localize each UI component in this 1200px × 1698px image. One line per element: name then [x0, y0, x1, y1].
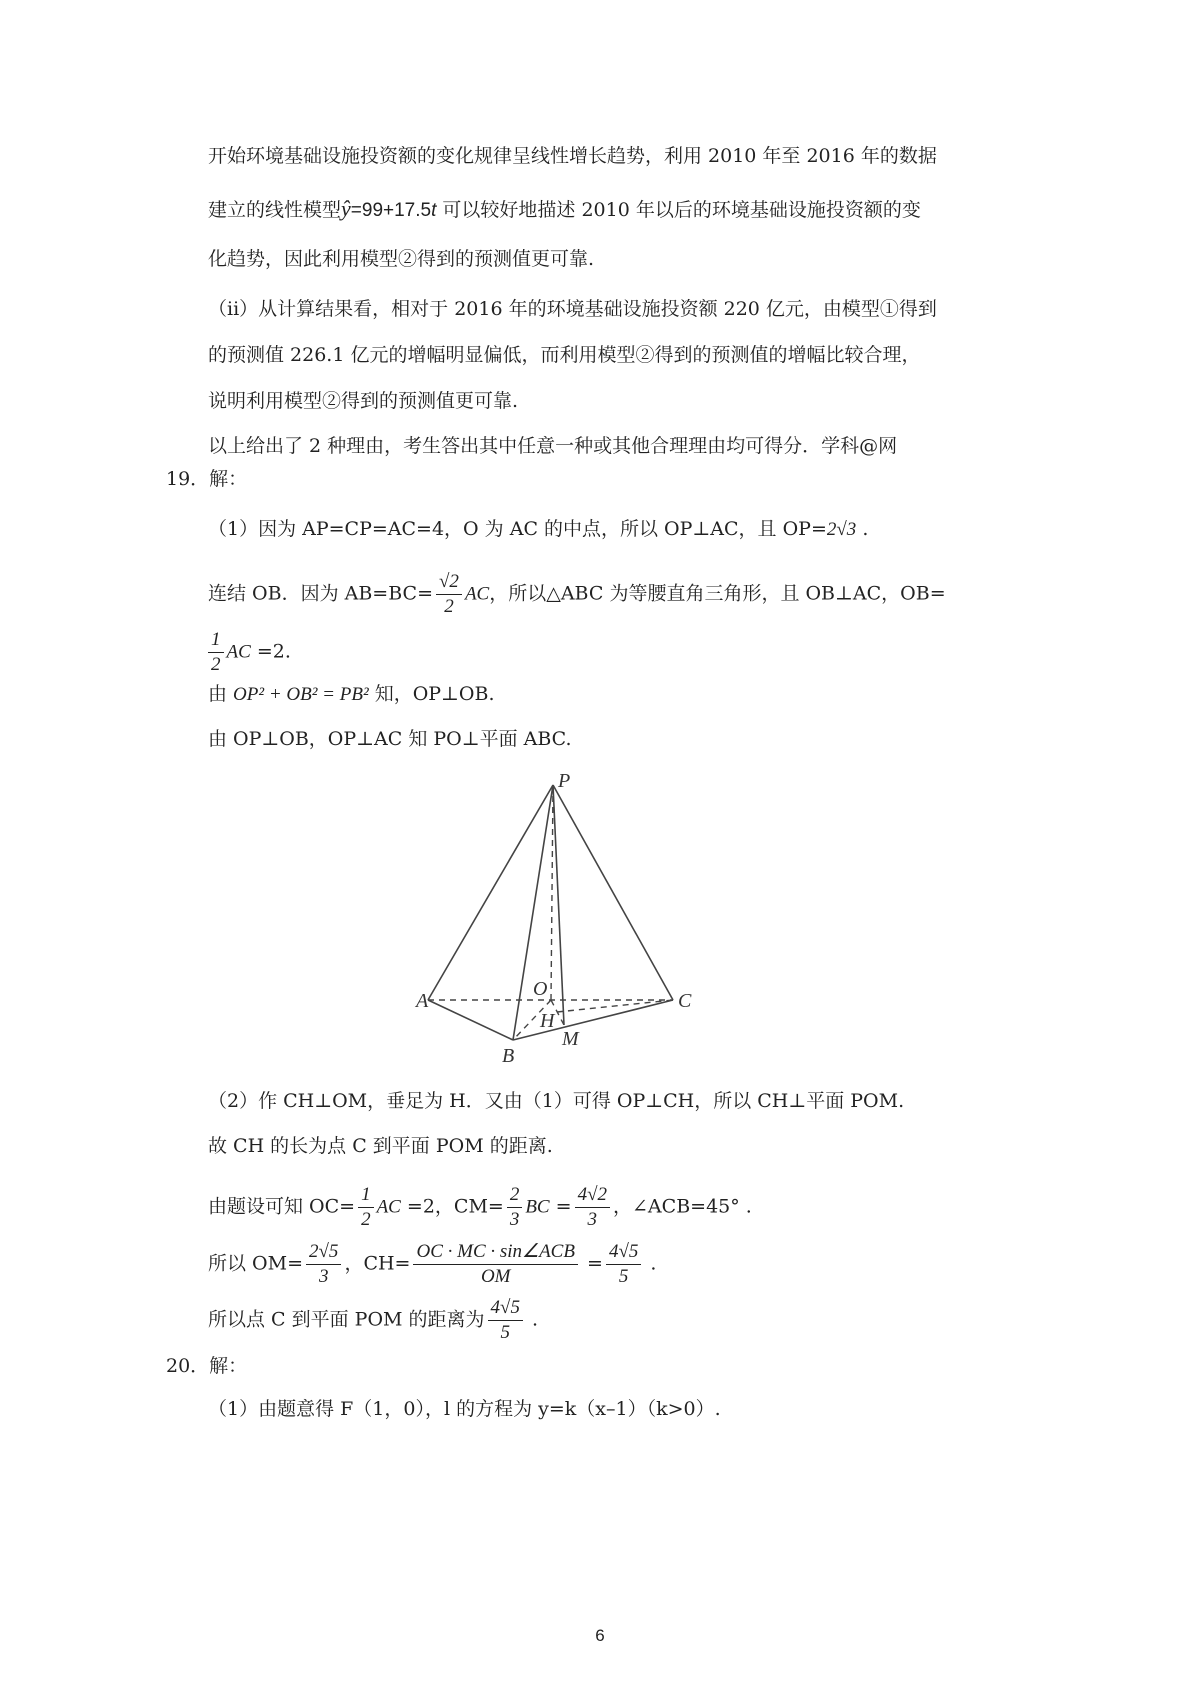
numerator: 2√5 — [306, 1240, 341, 1265]
q19-step-1-math: 2√3 — [826, 519, 857, 540]
pyramid-figure — [416, 770, 708, 1075]
edge-AB — [428, 1000, 513, 1040]
para-line-2a: 建立的线性模型 — [208, 199, 342, 221]
denominator: 3 — [509, 1209, 520, 1230]
fraction — [358, 1183, 374, 1232]
label-P: P — [558, 770, 571, 792]
q19-step-4 — [208, 680, 495, 709]
q19-step-4-pre: 由 — [208, 683, 234, 705]
fraction — [606, 1240, 641, 1289]
q19-step-8-text: 由题设可知 OC= — [208, 1195, 356, 1218]
edge-PA — [428, 785, 553, 1000]
q19-step-1-text: （1）因为 AP=CP=AC=4，O 为 AC 的中点，所以 OP⊥AC，且 OP= — [208, 518, 827, 540]
para-line-5: 的预测值 226.1 亿元的增幅明显偏低，而利用模型②得到的预测值的增幅比较合理， — [208, 344, 921, 366]
label-H: H — [540, 1010, 555, 1032]
denominator: 3 — [318, 1266, 329, 1287]
numerator: OC · MC · sin∠ACB — [413, 1240, 578, 1265]
numerator: 4√5 — [488, 1296, 523, 1321]
numerator: 1 — [208, 628, 224, 653]
fraction — [488, 1296, 523, 1345]
numerator: √2 — [436, 570, 462, 595]
q19-step-3-rest: =2. — [250, 640, 291, 663]
edge-PB — [513, 785, 553, 1040]
q19-step-3 — [208, 628, 291, 677]
math-var: AC — [376, 1196, 401, 1218]
numerator: 4√2 — [575, 1183, 610, 1208]
fraction — [436, 570, 462, 619]
fraction — [413, 1240, 578, 1289]
q19-step-8-end: ，∠ACB=45° . — [613, 1195, 752, 1218]
para-line-3: 化趋势，因此利用模型②得到的预测值更可靠. — [208, 248, 595, 270]
denominator: 3 — [587, 1209, 598, 1230]
q19-step-9-text: 所以 OM= — [208, 1252, 303, 1275]
q19-step-10-text: 所以点 C 到平面 POM 的距离为 — [208, 1308, 485, 1331]
fraction — [208, 628, 224, 677]
q20-step-1: （1）由题意得 F（1，0），l 的方程为 y=k（x–1）（k>0）. — [208, 1398, 721, 1420]
math-var: AC — [226, 641, 251, 663]
numerator: 1 — [358, 1183, 374, 1208]
denominator: OM — [480, 1266, 511, 1287]
q19-step-9-eq: = — [580, 1252, 603, 1275]
denominator: 5 — [500, 1322, 510, 1343]
q19-step-7: 故 CH 的长为点 C 到平面 POM 的距离. — [208, 1135, 553, 1157]
q19-step-2-rest: ，所以△ABC 为等腰直角三角形，且 OB⊥AC，OB= — [489, 582, 946, 605]
q19-step-5: 由 OP⊥OB，OP⊥AC 知 PO⊥平面 ABC. — [208, 728, 572, 750]
q19-step-4-post: 知，OP⊥OB. — [368, 683, 495, 705]
q19-step-8-eq: = — [549, 1195, 572, 1218]
para-line-2t: t — [431, 200, 437, 221]
para-line-1: 开始环境基础设施投资额的变化规律呈线性增长趋势，利用 2010 年至 2016 年的数据 — [208, 145, 937, 167]
q20-heading: 20．解： — [166, 1355, 248, 1377]
y-hat-symbol: ŷ — [341, 196, 351, 221]
math-var: BC — [525, 1196, 550, 1218]
q19-step-1 — [208, 515, 868, 544]
fraction — [507, 1183, 523, 1232]
q19-heading: 19．解： — [166, 468, 248, 490]
q19-step-10-end: . — [525, 1308, 539, 1331]
dashed-PO — [551, 785, 553, 1000]
para-line-6: 说明利用模型②得到的预测值更可靠. — [208, 390, 519, 412]
q19-step-4-math: OP² + OB² = PB² — [233, 684, 369, 705]
q19-step-8 — [208, 1183, 752, 1232]
q19-step-10 — [208, 1296, 538, 1345]
denominator: 2 — [211, 654, 221, 675]
para-line-2c: 可以较好地描述 2010 年以后的环境基础设施投资额的变 — [436, 199, 921, 221]
page-number: 6 — [595, 1626, 605, 1645]
label-A: A — [416, 990, 429, 1012]
para-line-7: 以上给出了 2 种理由，考生答出其中任意一种或其他合理理由均可得分．学科@网 — [208, 435, 898, 457]
q19-step-9-mid: ，CH= — [344, 1252, 411, 1275]
numerator: 2 — [507, 1183, 523, 1208]
q19-step-2 — [208, 570, 946, 619]
fraction — [306, 1240, 341, 1289]
math-var: AC — [464, 583, 490, 605]
dashed-CH — [557, 1000, 673, 1012]
edge-BC — [513, 1000, 673, 1040]
denominator: 5 — [618, 1266, 629, 1287]
label-B: B — [502, 1045, 515, 1067]
para-line-4: （ii）从计算结果看，相对于 2016 年的环境基础设施投资额 220 亿元，由模型①得到 — [208, 298, 937, 320]
q19-step-8-mid: =2，CM= — [400, 1195, 504, 1218]
edge-PM — [553, 785, 564, 1025]
q19-step-1-end: . — [856, 518, 869, 540]
label-O: O — [533, 978, 548, 1000]
q19-step-9 — [208, 1240, 656, 1289]
q19-step-9-end: . — [644, 1252, 657, 1275]
fraction — [575, 1183, 610, 1232]
q19-step-6: （2）作 CH⊥OM，垂足为 H．又由（1）可得 OP⊥CH，所以 CH⊥平面 POM. — [208, 1090, 905, 1112]
q19-step-2-text: 连结 OB．因为 AB=BC= — [208, 582, 433, 605]
label-C: C — [678, 990, 692, 1012]
numerator: 4√5 — [606, 1240, 641, 1265]
denominator: 2 — [444, 596, 454, 617]
para-line-2b: =99+17.5 — [350, 200, 432, 221]
edge-PC — [553, 785, 673, 1000]
para-line-2 — [208, 195, 921, 225]
denominator: 2 — [361, 1209, 371, 1230]
label-M: M — [562, 1028, 579, 1050]
